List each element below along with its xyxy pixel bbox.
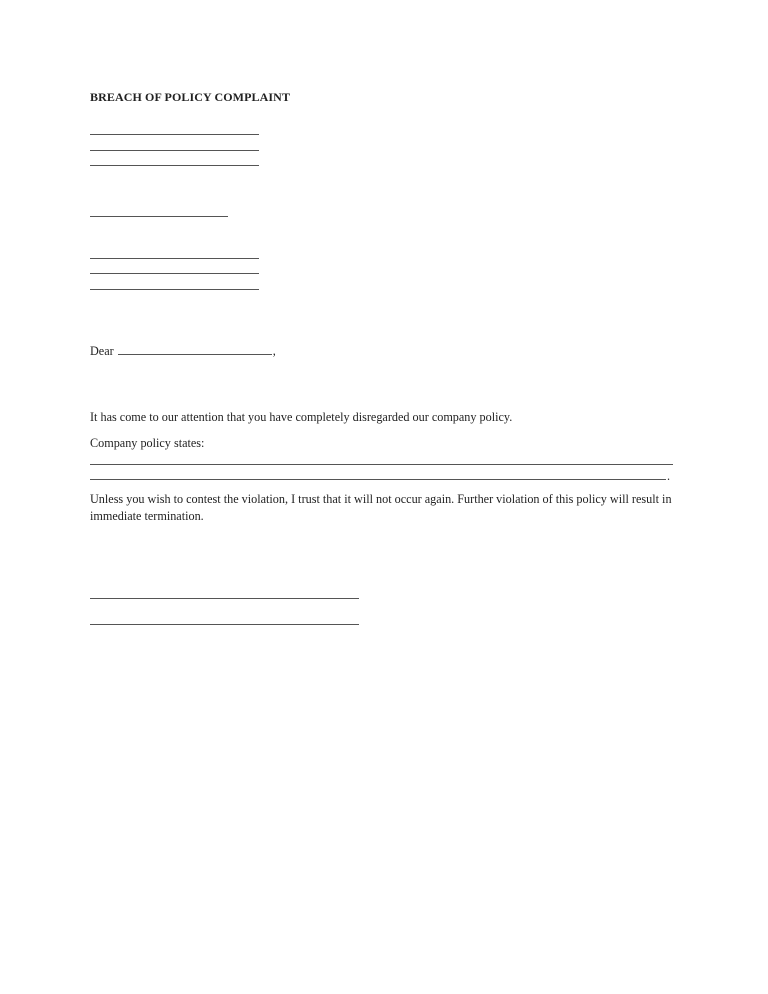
sender-address-line-1[interactable] (90, 134, 259, 135)
recipient-address-line-2[interactable] (90, 273, 259, 274)
salutation (90, 343, 276, 359)
printed-name-line[interactable] (90, 624, 359, 625)
recipient-address-line-1[interactable] (90, 258, 259, 259)
salutation-prefix: Dear (90, 344, 114, 358)
date-line[interactable] (90, 216, 228, 217)
policy-text-line-2[interactable] (90, 479, 666, 480)
salutation-suffix: , (272, 344, 276, 358)
policy-end-punct: . (667, 469, 671, 483)
paragraph-attention: It has come to our attention that you have completely disregarded our company policy. (90, 410, 513, 424)
recipient-address-line-3[interactable] (90, 289, 259, 290)
sender-address-line-3[interactable] (90, 165, 259, 166)
paragraph-warning: Unless you wish to contest the violation, I trust that it will not occur again. Further violation of this policy will result in immediate termination. (90, 492, 672, 523)
sender-address-line-2[interactable] (90, 150, 259, 151)
recipient-name-line[interactable] (118, 343, 272, 355)
signature-line[interactable] (90, 598, 359, 599)
document-title: BREACH OF POLICY COMPLAINT (90, 90, 291, 104)
policy-label: Company policy states: (90, 436, 205, 450)
policy-text-line-1[interactable] (90, 464, 673, 465)
